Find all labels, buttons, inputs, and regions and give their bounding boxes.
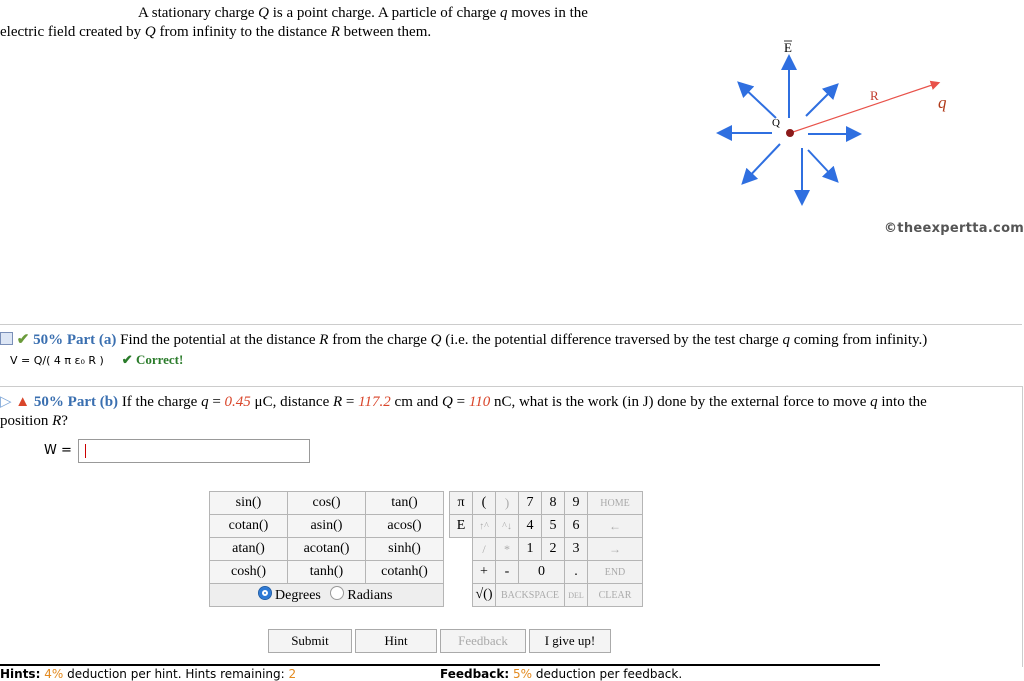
part-b-percent: 50% — [33, 394, 64, 410]
key-close-paren[interactable]: ) — [496, 492, 519, 515]
key-9[interactable]: 9 — [565, 492, 588, 515]
key-del[interactable]: DEL — [565, 584, 588, 607]
part-a-answer-row — [10, 351, 183, 369]
answer-input[interactable] — [78, 439, 310, 463]
correct-status: ✔ Correct! — [121, 352, 184, 367]
radians-radio[interactable] — [330, 586, 344, 600]
copyright-notice: ©theexpertta.com — [884, 221, 1024, 236]
hints-info: Hints: 4% deduction per hint. Hints remaining: 2 — [0, 667, 297, 681]
key-open-paren[interactable]: ( — [473, 492, 496, 515]
key-sin[interactable]: sin() — [210, 492, 288, 515]
problem-statement: A stationary charge Q is a point charge. A particle of charge q moves in the electric field created by Q from infinity to the distance R between them. — [0, 5, 588, 40]
key-2[interactable]: 2 — [542, 538, 565, 561]
function-keypad — [209, 491, 444, 607]
part-a-question: ✔ 50% Part (a) Find the potential at the distance R from the charge Q (i.e. the potential difference traversed by the test charge q coming from infinity.) — [0, 331, 1010, 350]
key-plus[interactable]: + — [473, 561, 496, 584]
number-keypad — [449, 491, 643, 607]
key-8[interactable]: 8 — [542, 492, 565, 515]
key-3[interactable]: 3 — [565, 538, 588, 561]
distance-line — [790, 83, 938, 133]
key-left-arrow[interactable]: ← — [588, 515, 643, 538]
key-1[interactable]: 1 — [519, 538, 542, 561]
key-tan[interactable]: tan() — [366, 492, 444, 515]
charge-Q-label: Q — [772, 117, 780, 129]
give-up-button[interactable]: I give up! — [529, 629, 611, 653]
charge-q-label: q — [938, 93, 947, 112]
key-multiply[interactable]: * — [496, 538, 519, 561]
key-right-arrow[interactable]: → — [588, 538, 643, 561]
key-tanh[interactable]: tanh() — [288, 561, 366, 584]
submit-button[interactable]: Submit — [268, 629, 352, 653]
part-b-question: ▷ ▲ 50% Part (b) If the charge q = 0.45 μC, distance R = 117.2 cm and Q = 110 nC, what is the work (in J) done by the external force to move q into the position R? — [0, 394, 927, 429]
key-end[interactable]: END — [588, 561, 643, 584]
source-charge — [786, 129, 794, 137]
field-diagram — [700, 30, 950, 220]
key-up-arrow[interactable]: ↑^ — [473, 515, 496, 538]
key-atan[interactable]: atan() — [210, 538, 288, 561]
key-asin[interactable]: asin() — [288, 515, 366, 538]
key-7[interactable]: 7 — [519, 492, 542, 515]
key-home[interactable]: HOME — [588, 492, 643, 515]
part-a-label: Part (a) — [66, 332, 117, 348]
key-cos[interactable]: cos() — [288, 492, 366, 515]
collapse-icon[interactable] — [0, 332, 13, 345]
key-0[interactable]: 0 — [519, 561, 565, 584]
feedback-button[interactable]: Feedback — [440, 629, 526, 653]
hint-button[interactable]: Hint — [355, 629, 437, 653]
key-pi[interactable]: π — [450, 492, 473, 515]
key-acotan[interactable]: acotan() — [288, 538, 366, 561]
key-cotan[interactable]: cotan() — [210, 515, 288, 538]
key-cotanh[interactable]: cotanh() — [366, 561, 444, 584]
answer-label: W = — [44, 443, 72, 458]
warning-icon: ▲ — [15, 394, 31, 410]
check-icon: ✔ — [16, 332, 30, 348]
part-b-label: Part (b) — [67, 394, 119, 410]
key-acos[interactable]: acos() — [366, 515, 444, 538]
part-a-percent: 50% — [33, 332, 64, 348]
degrees-radio[interactable] — [258, 586, 272, 600]
key-divide[interactable]: / — [473, 538, 496, 561]
expand-arrow-icon[interactable]: ▷ — [0, 394, 12, 410]
key-cosh[interactable]: cosh() — [210, 561, 288, 584]
distance-R-label: R — [870, 88, 879, 103]
key-down-arrow[interactable]: ^↓ — [496, 515, 519, 538]
key-5[interactable]: 5 — [542, 515, 565, 538]
angle-mode: Degrees Radians — [210, 584, 444, 607]
key-6[interactable]: 6 — [565, 515, 588, 538]
part-a-answer: V = Q/( 4 π ε₀ R ) — [10, 354, 104, 367]
feedback-info: Feedback: 5% deduction per feedback. — [440, 667, 683, 681]
key-backspace[interactable]: BACKSPACE — [496, 584, 565, 607]
q-value: 0.45 — [224, 394, 251, 410]
field-label: E — [784, 40, 792, 55]
R-value: 117.2 — [358, 394, 391, 410]
key-4[interactable]: 4 — [519, 515, 542, 538]
key-minus[interactable]: - — [496, 561, 519, 584]
key-sinh[interactable]: sinh() — [366, 538, 444, 561]
key-dot[interactable]: . — [565, 561, 588, 584]
key-clear[interactable]: CLEAR — [588, 584, 643, 607]
part-a — [0, 324, 1022, 387]
key-sqrt[interactable]: √() — [473, 584, 496, 607]
key-e[interactable]: E — [450, 515, 473, 538]
footer-divider — [0, 664, 880, 666]
Q-value: 110 — [468, 394, 491, 410]
